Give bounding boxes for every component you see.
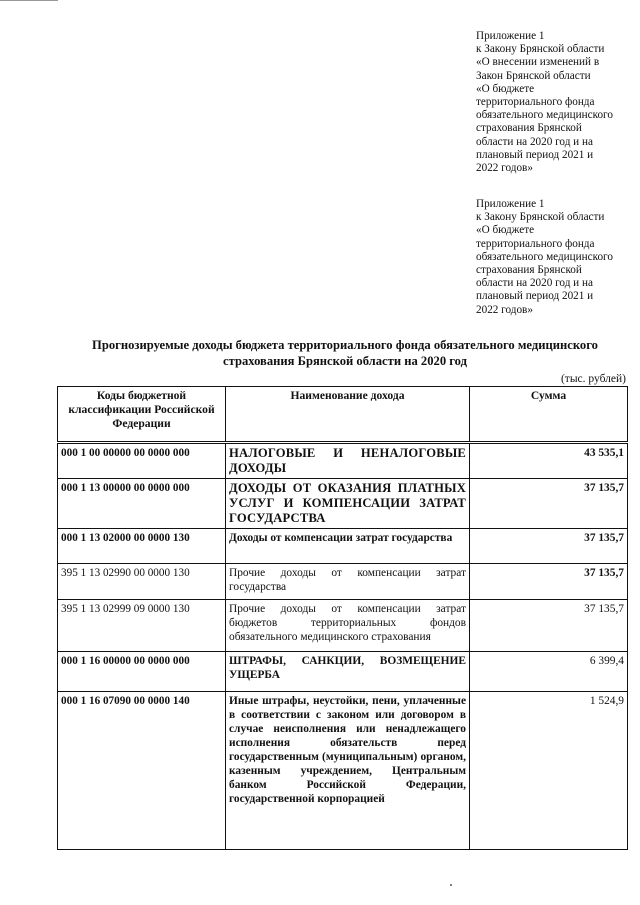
appendix-line: обязательного медицинского <box>476 109 613 122</box>
appendix-line: плановый период 2021 и <box>476 148 594 161</box>
table-header-row <box>58 387 628 443</box>
table-row <box>58 600 628 652</box>
row-code: 000 1 13 00000 00 0000 000 <box>58 479 226 529</box>
table-row <box>58 652 628 692</box>
row-amount: 37 135,7 <box>470 564 628 600</box>
unit-label: (тыс. рублей) <box>560 373 626 385</box>
appendix-line: «О бюджете <box>476 82 535 95</box>
table-row <box>58 529 628 564</box>
appendix-line: к Закону Брянской области <box>476 43 605 56</box>
title-line-2: страхования Брянской области на 2020 год <box>223 354 467 368</box>
row-name: Прочие доходы от компенсации затрат государства <box>226 564 470 600</box>
top-edge-line <box>0 0 58 1</box>
appendix-line: территориального фонда <box>476 237 595 250</box>
row-amount: 1 524,9 <box>470 692 628 850</box>
row-code: 395 1 13 02990 00 0000 130 <box>58 564 226 600</box>
header-name: Наименование дохода <box>226 387 470 443</box>
appendix-line: области на 2020 год и на <box>476 135 593 148</box>
row-amount: 37 135,7 <box>470 529 628 564</box>
table-row <box>58 479 628 529</box>
row-amount: 6 399,4 <box>470 652 628 692</box>
appendix-line: области на 2020 год и на <box>476 277 593 290</box>
appendix-line: «О бюджете <box>476 224 535 237</box>
row-code: 000 1 16 07090 00 0000 140 <box>58 692 226 850</box>
row-code: 000 1 16 00000 00 0000 000 <box>58 652 226 692</box>
row-code: 395 1 13 02999 09 0000 130 <box>58 600 226 652</box>
revenue-table <box>57 386 628 850</box>
table-row <box>58 564 628 600</box>
scan-speck <box>450 884 452 886</box>
appendix-line: Приложение 1 <box>476 198 545 210</box>
table-row <box>58 692 628 850</box>
row-amount: 37 135,7 <box>470 600 628 652</box>
row-amount: 37 135,7 <box>470 479 628 529</box>
appendix-line: 2022 годов» <box>476 162 533 175</box>
title-line-1: Прогнозируемые доходы бюджета территориального фонда обязательного медицинского <box>92 338 598 352</box>
appendix-line: страхования Брянской <box>476 122 582 135</box>
appendix-line: «О внесении изменений в <box>476 56 600 69</box>
document-title <box>40 337 640 369</box>
row-code: 000 1 00 00000 00 0000 000 <box>58 443 226 479</box>
appendix-1-header <box>476 30 626 175</box>
row-name: ДОХОДЫ ОТ ОКАЗАНИЯ ПЛАТНЫХ УСЛУГ И КОМПЕНСАЦИИ ЗАТРАТ ГОСУДАРСТВА <box>226 479 470 529</box>
row-name: Прочие доходы от компенсации затрат бюджетов территориальных фондов обязательного медицинского страхования <box>226 600 470 652</box>
appendix-2-header <box>476 198 626 317</box>
appendix-line: обязательного медицинского <box>476 250 613 263</box>
row-code: 000 1 13 02000 00 0000 130 <box>58 529 226 564</box>
header-code: Коды бюджетной классификации Российской Федерации <box>58 387 226 443</box>
appendix-line: плановый период 2021 и <box>476 290 594 303</box>
row-name: НАЛОГОВЫЕ И НЕНАЛОГОВЫЕ ДОХОДЫ <box>226 443 470 479</box>
row-name: Иные штрафы, неустойки, пени, уплаченные в соответствии с законом или договором в случае неисполнения или ненадлежащего исполнения обязательств перед государственным (муниципальным) органом, казенным учреждением, Центральным банком Российской Федерации, государственной корпорацией <box>226 692 470 850</box>
appendix-line: Приложение 1 <box>476 30 545 42</box>
appendix-line: к Закону Брянской области <box>476 211 605 224</box>
appendix-line: территориального фонда <box>476 96 595 109</box>
header-amount: Сумма <box>470 387 628 443</box>
row-amount: 43 535,1 <box>470 443 628 479</box>
row-name: Доходы от компенсации затрат государства <box>226 529 470 564</box>
appendix-line: страхования Брянской <box>476 264 582 277</box>
row-name: ШТРАФЫ, САНКЦИИ, ВОЗМЕЩЕНИЕ УЩЕРБА <box>226 652 470 692</box>
appendix-line: 2022 годов» <box>476 303 533 316</box>
appendix-line: Закон Брянской области <box>476 69 591 82</box>
table-row <box>58 443 628 479</box>
